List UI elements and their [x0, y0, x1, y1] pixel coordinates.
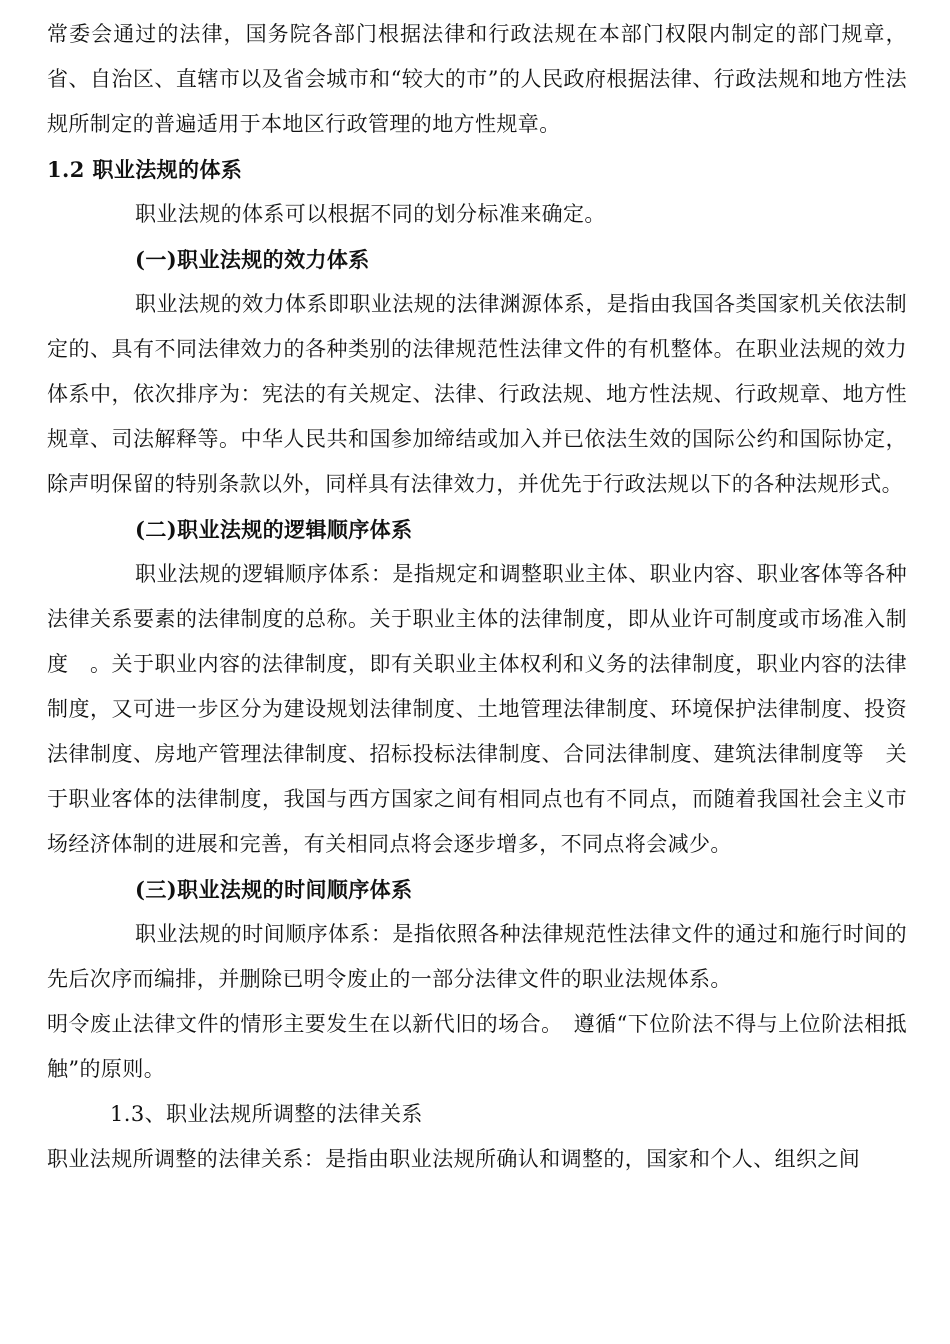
subheading-time-system: (三)职业法规的时间顺序体系	[135, 877, 413, 902]
paragraph-continuation: 常委会通过的法律，国务院各部门根据法律和行政法规在本部门权限内制定的部门规章，省、自治区、直辖市以及省会城市和“较大的市”的人民政府根据法律、行政法规和地方性法规所制定的普遍适用于本地区行政管理的地方性规章。	[47, 22, 907, 136]
paragraph-repeal: 明令废止法律文件的情形主要发生在以新代旧的场合。 遵循“下位阶法不得与上位阶法相抵触”的原则。	[47, 1012, 907, 1081]
subheading-effect-system: (一)职业法规的效力体系	[135, 247, 370, 272]
subheading-logical-system: (二)职业法规的逻辑顺序体系	[135, 517, 413, 542]
section-heading-1-2: 1.2 职业法规的体系	[47, 157, 243, 182]
paragraph-effect-system: 职业法规的效力体系即职业法规的法律渊源体系，是指由我国各类国家机关依法制定的、具有不同法律效力的各种类别的法律规范性法律文件的有机整体。在职业法规的效力体系中，依次排序为：宪法的有关规定、法律、行政法规、地方性法规、行政规章、地方性规章、司法解释等。中华人民共和国参加缔结或加入并已依法生效的国际公约和国际协定，除声明保留的特别条款以外，同样具有法律效力，并优先于行政法规以下的各种法规形式。	[47, 292, 907, 496]
document-page	[47, 12, 907, 1182]
paragraph-system-intro: 职业法规的体系可以根据不同的划分标准来确定。	[135, 202, 606, 226]
paragraph-logical-system: 职业法规的逻辑顺序体系：是指规定和调整职业主体、职业内容、职业客体等各种法律关系要素的法律制度的总称。关于职业主体的法律制度，即从业许可制度或市场准入制度 。关于职业内容的法律制度，即有关职业主体权利和义务的法律制度，职业内容的法律制度，又可进一步区分为建设规划法律制度、土地管理法律制度、环境保护法律制度、投资法律制度、房地产管理法律制度、招标投标法律制度、合同法律制度、建筑法律制度等 关于职业客体的法律制度，我国与西方国家之间有相同点也有不同点，而随着我国社会主义市场经济体制的进展和完善，有关相同点将会逐步增多，不同点将会减少。	[47, 562, 907, 856]
paragraph-time-system: 职业法规的时间顺序体系：是指依照各种法律规范性法律文件的通过和施行时间的先后次序而编排，并删除已明令废止的一部分法律文件的职业法规体系。	[47, 922, 907, 991]
section-heading-1-3: 1.3、职业法规所调整的法律关系	[110, 1102, 423, 1126]
paragraph-legal-relations: 职业法规所调整的法律关系：是指由职业法规所确认和调整的，国家和个人、组织之间	[47, 1147, 861, 1171]
